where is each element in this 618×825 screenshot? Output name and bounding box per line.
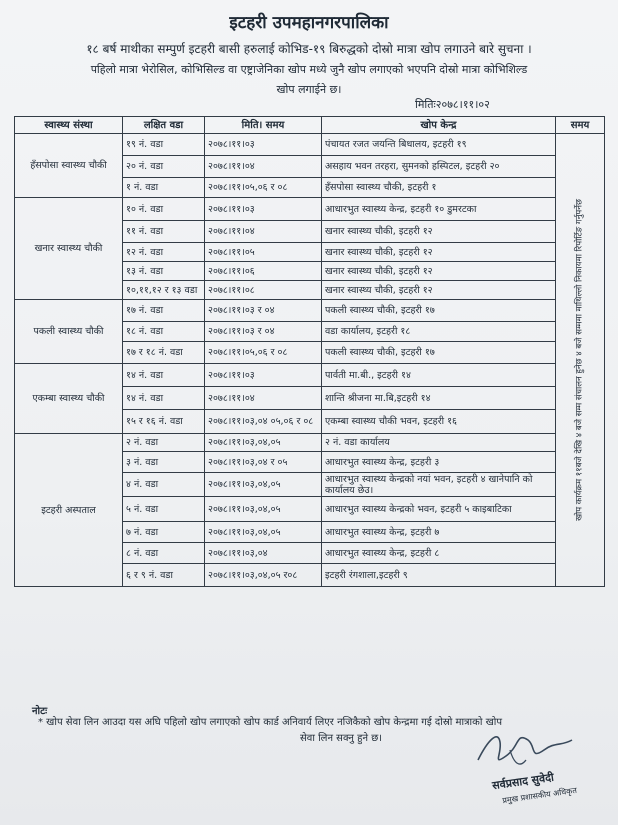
ward-cell: १९ नं. वडा	[123, 134, 205, 156]
time-note-cell	[556, 134, 605, 587]
center-cell: खनार स्वास्थ्य चौकी, इटहरी १२	[322, 243, 556, 262]
center-cell: आधारभुत स्वास्थ्य केन्द्र, इटहरी १० डुमरटका	[322, 198, 556, 221]
time-note-text: खोप कार्यक्रम ११बजे देखि ४ बजे सम्म संचालन हुनेछ ४ बजे सम्ममा माथिल्लो निकायमा रिपोर्टिङ गर्नुपर्नेछ	[574, 199, 585, 521]
ward-cell: ३ नं. वडा	[123, 452, 205, 473]
institution-cell: एकम्बा स्वास्थ्य चौकी	[15, 364, 123, 434]
center-cell: एकम्बा स्वास्थ्य चौकी भवन, इटहरी १६	[322, 410, 556, 434]
page-title: इटहरी उपमहानगरपालिका	[229, 13, 389, 33]
ward-cell: ७ नं. वडा	[123, 522, 205, 543]
note-label: नोटः	[32, 706, 48, 717]
center-cell: आधारभुत स्वास्थ्य केन्द्र, इटहरी ७	[322, 522, 556, 543]
notice-subtitle: १८ बर्ष माथीका सम्पुर्ण इटहरी बासी हरुलाई कोभिड-१९ बिरुद्धको दोस्रो मात्रा खोप लगाउने बारे सुचना ।	[86, 42, 532, 56]
column-header-date-time: मिति। समय	[205, 117, 322, 134]
center-cell: शान्ति श्रीजना मा.बि,इटहरी १४	[322, 387, 556, 410]
ward-cell: ४ नं. वडा	[123, 473, 205, 497]
ward-cell: १५ र १६ नं. वडा	[123, 410, 205, 434]
column-header-ward: लक्षित वडा	[123, 117, 205, 134]
note-text-line-1: * खोप सेवा लिन आउदा यस अघि पहिलो खोप लगाएको खोप कार्ड अनिवार्य लिएर नजिकैको खोप केन्द्रमा गई दोस्रो मात्राको खोप	[38, 717, 503, 728]
ward-cell: ११ नं. वडा	[123, 221, 205, 243]
ward-cell: २० नं. वडा	[123, 156, 205, 178]
date-cell: २०७८।११।०३,०४ ०५,०६ र ०८	[205, 410, 322, 434]
center-cell: आधारभुत स्वास्थ्य केन्द्रको नयां भवन, इटहरी ४ खानेपानि को कार्यालय छेउ।	[322, 473, 556, 497]
ward-cell: १ नं. वडा	[123, 178, 205, 198]
ward-cell: १७ नं. वडा	[123, 300, 205, 322]
center-cell: वडा कार्यालय, इटहरी १८	[322, 322, 556, 342]
date-cell: २०७८।११।०३	[205, 364, 322, 387]
table-header-row	[15, 117, 605, 134]
signer-title: प्रमुख प्रशासकीय अधिकृत	[501, 785, 578, 806]
center-cell: २ नं. वडा कार्यालय	[322, 434, 556, 452]
ward-cell: १२ नं. वडा	[123, 243, 205, 262]
date-cell: २०७८।११।०३,०४ र ०५	[205, 452, 322, 473]
notice-line-2: खोप लगाईने छ।	[276, 83, 342, 96]
institution-cell: हँसपोसा स्वास्थ्य चौकी	[15, 134, 123, 198]
institution-cell: इटहरी अस्पताल	[15, 434, 123, 587]
ward-cell: १०,११,१२ र १३ वडा	[123, 281, 205, 300]
date-cell: २०७८।११।०३,०४	[205, 543, 322, 564]
center-cell: इटहरी रंगशाला,इटहरी ९	[322, 564, 556, 587]
date-cell: २०७८।११।०३,०४,०५	[205, 522, 322, 543]
date-cell: २०७८।११।०४	[205, 156, 322, 178]
ward-cell: १७ र १८ नं. वडा	[123, 342, 205, 364]
date-cell: २०७८।११।०५	[205, 243, 322, 262]
column-header-institution: स्वास्थ्य संस्था	[15, 117, 123, 134]
date-cell: २०७८।११।०३	[205, 198, 322, 221]
center-cell: आधारभुत स्वास्थ्य केन्द्र, इटहरी ८	[322, 543, 556, 564]
center-cell: आधारभुत स्वास्थ्य केन्द्र, इटहरी ३	[322, 452, 556, 473]
center-cell: पकली स्वास्थ्य चौकी, इटहरी १७	[322, 342, 556, 364]
table-row	[15, 134, 605, 156]
institution-cell: खनार स्वास्थ्य चौकी	[15, 198, 123, 300]
date-cell: २०७८।११।०६	[205, 262, 322, 281]
ward-cell: ५ नं. वडा	[123, 497, 205, 522]
date-cell: २०७८।११।०४	[205, 387, 322, 410]
center-cell: हँसपोसा स्वास्थ्य चौकी, इटहरी १	[322, 178, 556, 198]
center-cell: खनार स्वास्थ्य चौकी, इटहरी १२	[322, 281, 556, 300]
center-cell: आधारभुत स्वास्थ्य केन्द्रको भवन, इटहरी ५ काइबाटिका	[322, 497, 556, 522]
center-cell: पंचायत रजत जयन्ति बिधालय, इटहरी १९	[322, 134, 556, 156]
table-body	[15, 134, 605, 587]
date-cell: २०७८।११।०५,०६ र ०८	[205, 342, 322, 364]
date-cell: २०७८।११।०५,०६ र ०८	[205, 178, 322, 198]
center-cell: पकली स्वास्थ्य चौकी, इटहरी १७	[322, 300, 556, 322]
table-row	[15, 364, 605, 387]
institution-cell: पकली स्वास्थ्य चौकी	[15, 300, 123, 364]
ward-cell: १८ नं. वडा	[123, 322, 205, 342]
date-cell: २०७८।११।०३,०४,०५ र०८	[205, 564, 322, 587]
table-row	[15, 300, 605, 322]
center-cell: खनार स्वास्थ्य चौकी, इटहरी १२	[322, 262, 556, 281]
date-cell: २०७८।११।०३,०४,०५	[205, 434, 322, 452]
ward-cell: १४ नं. वडा	[123, 387, 205, 410]
ward-cell: २ नं. वडा	[123, 434, 205, 452]
center-cell: पार्वती मा.बी., इटहरी १४	[322, 364, 556, 387]
ward-cell: १४ नं. वडा	[123, 364, 205, 387]
table-row	[15, 434, 605, 452]
center-cell: असहाय भवन तरहरा, सुमनको हस्पिटल, इटहरी २०	[322, 156, 556, 178]
signer-name: सर्वप्रसाद सुवेदी	[491, 770, 555, 793]
date-cell: २०७८।११।०३ र ०४	[205, 300, 322, 322]
center-cell: खनार स्वास्थ्य चौकी, इटहरी १२	[322, 221, 556, 243]
notice-line-1: पहिलो मात्रा भेरोसिल, कोभिसिल्ड वा एष्ट्राजेनिका खोप मध्ये जुनै खोप लगाएको भएपनि दोस्रो मात्रा कोभिशिल्ड	[90, 63, 528, 76]
date-cell: २०७८।११।०३,०४,०५	[205, 497, 322, 522]
date-cell: २०७८।११।०३	[205, 134, 322, 156]
ward-cell: १३ नं. वडा	[123, 262, 205, 281]
date-cell: २०७८।११।०४	[205, 221, 322, 243]
signature-scribble	[470, 720, 580, 780]
ward-cell: ६ र ९ नं. वडा	[123, 564, 205, 587]
date-cell: २०७८।११।०३ र ०४	[205, 322, 322, 342]
table-row	[15, 198, 605, 221]
column-header-time: समय	[556, 117, 605, 134]
ward-cell: १० नं. वडा	[123, 198, 205, 221]
ward-cell: ८ नं. वडा	[123, 543, 205, 564]
notice-date: मितिः२०७८।११।०२	[415, 98, 490, 111]
date-cell: २०७८।११।०३,०४,०५	[205, 473, 322, 497]
date-cell: २०७८।११।०८	[205, 281, 322, 300]
note-text-line-2: सेवा लिन सक्नु हुने छ।	[300, 733, 382, 744]
column-header-center: खोप केन्द्र	[322, 117, 556, 134]
vaccination-schedule-table	[14, 116, 605, 587]
